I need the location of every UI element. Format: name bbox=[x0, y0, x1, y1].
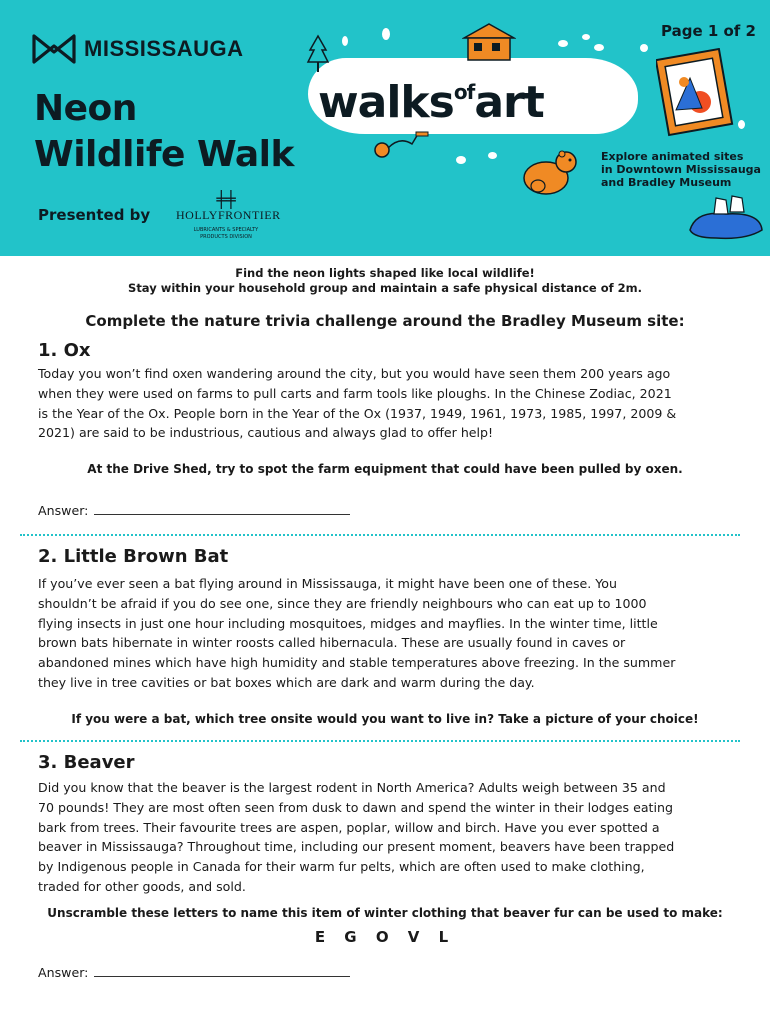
logo-text: MISSISSAUGA bbox=[84, 36, 244, 61]
decor-dot bbox=[558, 40, 568, 47]
answer-field[interactable] bbox=[94, 964, 350, 977]
title-line-1: Neon bbox=[34, 88, 137, 129]
page-indicator: Page 1 of 2 bbox=[661, 22, 756, 40]
section-divider bbox=[20, 740, 740, 742]
prompt-bat: If you were a bat, which tree onsite would you want to live in? Take a picture of your choice! bbox=[71, 712, 699, 726]
text-line: brown bats hibernate in winter roosts called hibernacula. These are usually found in caves or bbox=[38, 635, 626, 651]
decor-dot bbox=[640, 44, 648, 52]
section-text-bat bbox=[38, 574, 738, 693]
decor-dot bbox=[382, 28, 390, 40]
text-line: 2021) are said to be industrious, cautious and always glad to offer help! bbox=[38, 425, 494, 441]
text-line: shouldn’t be afraid if you do see one, since they are friendly neighbours who can eat up to 1000 bbox=[38, 595, 647, 611]
title-line-2: Wildlife Walk bbox=[34, 134, 294, 175]
instructions bbox=[0, 266, 770, 296]
text-line: traded for other goods, and sold. bbox=[38, 878, 246, 894]
instruction-line-2: Stay within your household group and maintain a safe physical distance of 2m. bbox=[128, 281, 642, 295]
blurb-line-3: and Bradley Museum bbox=[601, 176, 732, 189]
explore-blurb bbox=[601, 150, 761, 189]
text-line: Today you won’t find oxen wandering around the city, but you would have seen them 200 years ago bbox=[38, 366, 671, 381]
text-line: by Indigenous people in Canada for their warm fur pelts, which are often used to make clothing, bbox=[38, 859, 645, 875]
page-title bbox=[34, 86, 294, 178]
wordmark-art: art bbox=[474, 77, 544, 128]
watering-can-icon bbox=[372, 130, 432, 162]
section-heading-bat: 2. Little Brown Bat bbox=[38, 546, 229, 567]
text-line: is the Year of the Ox. People born in the Year of the Ox (1937, 1949, 1961, 1973, 1985, 1997, 2009 & bbox=[38, 405, 677, 421]
framed-painting-icon bbox=[656, 48, 734, 138]
text-line: 70 pounds! They are most often seen from dusk to dawn and spend the winter in their lodges eating bbox=[38, 799, 673, 815]
section-divider bbox=[20, 534, 740, 536]
sponsor-mark-icon: ╪╪ bbox=[216, 190, 236, 209]
decor-dot bbox=[456, 156, 466, 164]
section-heading-beaver: 3. Beaver bbox=[38, 752, 135, 773]
section-text-beaver bbox=[38, 778, 738, 897]
blurb-line-1: Explore animated sites bbox=[601, 150, 744, 163]
decor-dot bbox=[582, 34, 590, 40]
answer-label: Answer: bbox=[38, 503, 89, 518]
skates-icon bbox=[686, 190, 766, 240]
house-icon bbox=[462, 22, 516, 62]
sponsor-tagline-2: PRODUCTS DIVISION bbox=[200, 234, 252, 240]
answer-ox bbox=[38, 502, 350, 518]
challenge-heading: Complete the nature trivia challenge around the Bradley Museum site: bbox=[85, 312, 685, 330]
text-line: abandoned mines which have high humidity and stable temperatures above freezing. In the summer bbox=[38, 655, 676, 671]
decor-dot bbox=[738, 120, 745, 129]
instruction-line-1: Find the neon lights shaped like local wildlife! bbox=[235, 266, 535, 280]
mississauga-m-icon bbox=[32, 34, 76, 64]
answer-beaver bbox=[38, 964, 350, 980]
wordmark-walks: walks bbox=[318, 77, 454, 128]
text-line: flying insects in just one hour including mosquitoes, midges and mayflies. In the winter time, little bbox=[38, 615, 658, 631]
presented-by-label: Presented by bbox=[38, 206, 151, 224]
scrambled-letters: E G O V L bbox=[314, 928, 456, 946]
text-line: when they were used on farms to pull carts and farm tools like ploughs. In the Chinese Zodiac, 2021 bbox=[38, 385, 672, 401]
mississauga-logo bbox=[32, 34, 244, 64]
section-heading-ox: 1. Ox bbox=[38, 340, 91, 361]
prompt-beaver: Unscramble these letters to name this item of winter clothing that beaver fur can be used to make: bbox=[47, 906, 723, 920]
sponsor-logo bbox=[176, 190, 281, 241]
tree-icon bbox=[306, 34, 330, 74]
text-line: Did you know that the beaver is the largest rodent in North America? Adults weigh between 35 and bbox=[38, 780, 666, 795]
decor-dot bbox=[488, 152, 497, 159]
decor-dot bbox=[594, 44, 604, 51]
walks-of-art-wordmark bbox=[318, 62, 544, 133]
answer-field[interactable] bbox=[94, 502, 350, 515]
decor-dot bbox=[342, 36, 348, 46]
wordmark-of: of bbox=[453, 80, 475, 104]
blurb-line-2: in Downtown Mississauga bbox=[601, 163, 761, 176]
bear-icon bbox=[520, 148, 580, 198]
answer-label: Answer: bbox=[38, 965, 89, 980]
section-text-ox bbox=[38, 364, 738, 443]
text-line: bark from trees. Their favourite trees are aspen, poplar, willow and birch. Have you ever spotted a bbox=[38, 819, 660, 835]
text-line: they live in tree cavities or bat boxes which are dark and warm during the day. bbox=[38, 674, 535, 690]
sponsor-name: HOLLYFRONTIER bbox=[176, 208, 281, 222]
sponsor-tagline-1: LUBRICANTS & SPECIALTY bbox=[193, 227, 259, 233]
text-line: beaver in Mississauga? Throughout time, including our present moment, beavers have been trapped bbox=[38, 839, 675, 855]
header-banner bbox=[0, 0, 770, 256]
text-line: If you’ve ever seen a bat flying around in Mississauga, it might have been one of these. You bbox=[38, 576, 617, 591]
prompt-ox: At the Drive Shed, try to spot the farm equipment that could have been pulled by oxen. bbox=[87, 462, 683, 476]
